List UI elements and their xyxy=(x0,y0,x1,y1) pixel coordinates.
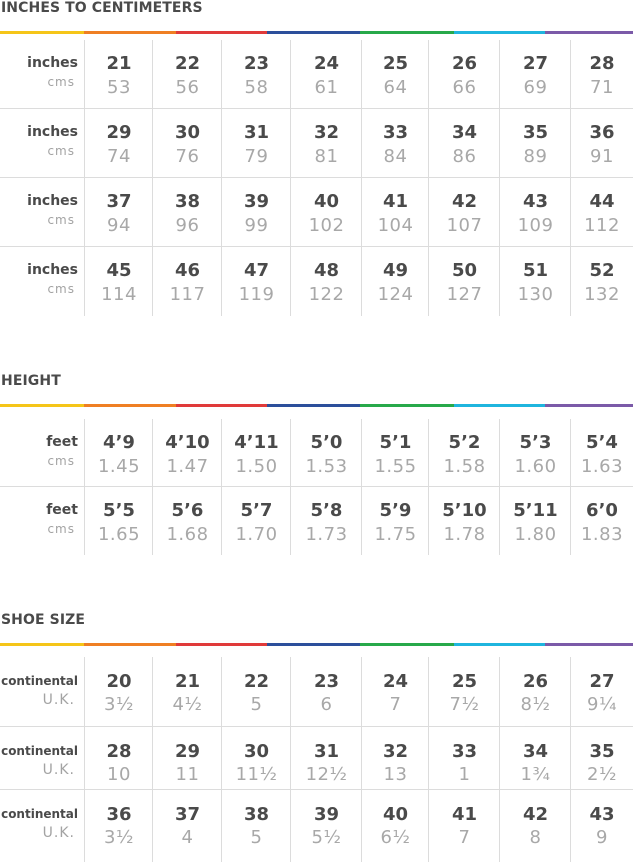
cell-value-secondary: 1.78 xyxy=(443,524,486,545)
rainbow-segment xyxy=(176,643,267,646)
cell-value-secondary: 1.83 xyxy=(580,524,624,545)
cell-value-primary: 50 xyxy=(451,260,478,281)
cell-value-primary: 5’8 xyxy=(310,500,343,521)
cell-value-secondary: 7½ xyxy=(449,694,480,715)
row-label-secondary: cms xyxy=(47,282,75,296)
cell-value-primary: 25 xyxy=(382,53,409,74)
cell-value-secondary: 107 xyxy=(446,215,483,236)
row-label-secondary: cms xyxy=(47,454,75,468)
cell-value-primary: 38 xyxy=(174,191,201,212)
cell-value-secondary: 94 xyxy=(107,215,131,236)
rainbow-segment xyxy=(84,31,175,34)
cell-value-primary: 5’3 xyxy=(519,432,552,453)
cell-value-primary: 31 xyxy=(313,741,340,762)
cell-value-primary: 44 xyxy=(589,191,615,212)
cell-value-secondary: 1.75 xyxy=(374,524,417,545)
cell-value-secondary: 58 xyxy=(244,77,269,98)
cell-value-secondary: 12½ xyxy=(305,764,348,785)
cell-value-primary: 40 xyxy=(382,804,409,825)
cell-value-primary: 40 xyxy=(313,191,340,212)
table-row xyxy=(0,109,633,178)
cell-value-primary: 49 xyxy=(382,260,409,281)
cell-value-secondary: 6½ xyxy=(380,827,411,848)
cell-value-secondary: 91 xyxy=(590,146,614,167)
cell-value-secondary: 130 xyxy=(517,284,554,305)
cell-value-primary: 5’11 xyxy=(513,500,558,521)
cell-value-secondary: 119 xyxy=(238,284,275,305)
cell-value-primary: 5’7 xyxy=(240,500,273,521)
cell-value-secondary: 56 xyxy=(175,77,200,98)
cell-value-secondary: 1.60 xyxy=(514,456,557,477)
cell-value-primary: 43 xyxy=(589,804,615,825)
cell-value-primary: 47 xyxy=(243,260,270,281)
row-label-secondary: U.K. xyxy=(42,692,75,708)
cell-value-primary: 35 xyxy=(589,741,615,762)
cell-value-primary: 5’1 xyxy=(379,432,412,453)
cell-value-secondary: 84 xyxy=(383,146,408,167)
cell-value-primary: 34 xyxy=(451,122,478,143)
cell-value-secondary: 74 xyxy=(107,146,131,167)
cell-value-primary: 6’0 xyxy=(586,500,618,521)
cell-value-secondary: 3½ xyxy=(104,827,134,848)
cell-value-secondary: 1.55 xyxy=(374,456,417,477)
cell-value-primary: 21 xyxy=(106,53,132,74)
cell-value-primary: 51 xyxy=(522,260,549,281)
cell-value-primary: 46 xyxy=(174,260,201,281)
cell-value-secondary: 69 xyxy=(523,77,548,98)
cell-value-primary: 29 xyxy=(174,741,201,762)
rainbow-segment xyxy=(176,404,267,407)
row-label-primary: inches xyxy=(27,124,78,140)
cell-value-secondary: 6 xyxy=(320,694,333,715)
rainbow-divider xyxy=(0,31,633,34)
row-label-primary: feet xyxy=(46,502,78,518)
cell-value-primary: 30 xyxy=(243,741,270,762)
rainbow-segment xyxy=(360,643,454,646)
cell-value-primary: 31 xyxy=(243,122,270,143)
cell-value-secondary: 13 xyxy=(383,764,408,785)
cell-value-primary: 5’0 xyxy=(310,432,343,453)
cell-value-primary: 5’5 xyxy=(103,500,135,521)
cell-value-primary: 42 xyxy=(451,191,478,212)
cell-value-primary: 32 xyxy=(382,741,409,762)
cell-value-secondary: 8½ xyxy=(520,694,551,715)
cell-value-primary: 43 xyxy=(522,191,549,212)
cell-value-secondary: 1.73 xyxy=(305,524,348,545)
cell-value-primary: 41 xyxy=(382,191,409,212)
cell-value-secondary: 1.63 xyxy=(580,456,624,477)
cell-value-primary: 37 xyxy=(106,191,132,212)
table-row xyxy=(0,419,633,487)
cell-value-secondary: 64 xyxy=(383,77,408,98)
cell-value-primary: 4’9 xyxy=(103,432,135,453)
cell-value-secondary: 81 xyxy=(314,146,339,167)
rainbow-segment xyxy=(0,643,84,646)
rainbow-segment xyxy=(545,31,633,34)
section-height xyxy=(0,373,633,389)
table-row xyxy=(0,790,633,862)
cell-value-primary: 36 xyxy=(589,122,615,143)
row-label-primary: continental xyxy=(1,807,78,821)
row-label-primary: inches xyxy=(27,193,78,209)
section-inches-to-centimeters xyxy=(0,0,633,16)
cell-value-secondary: 1.65 xyxy=(97,524,141,545)
cell-value-secondary: 104 xyxy=(377,215,414,236)
cell-value-secondary: 89 xyxy=(523,146,548,167)
cell-value-secondary: 8 xyxy=(529,827,542,848)
cell-value-primary: 39 xyxy=(243,191,270,212)
row-label-secondary: cms xyxy=(47,144,75,158)
cell-value-secondary: 86 xyxy=(452,146,477,167)
rainbow-segment xyxy=(267,31,359,34)
cell-value-primary: 4’10 xyxy=(165,432,210,453)
rainbow-segment xyxy=(84,643,175,646)
cell-value-primary: 26 xyxy=(522,671,549,692)
cell-value-secondary: 122 xyxy=(308,284,345,305)
cell-value-primary: 5’10 xyxy=(442,500,487,521)
row-label-primary: continental xyxy=(1,744,78,758)
cell-value-primary: 21 xyxy=(174,671,201,692)
cell-value-secondary: 9 xyxy=(596,827,608,848)
cell-value-secondary: 127 xyxy=(446,284,483,305)
cell-value-primary: 42 xyxy=(522,804,549,825)
cell-value-secondary: 53 xyxy=(107,77,131,98)
table-row xyxy=(0,487,633,555)
row-label-primary: feet xyxy=(46,434,78,450)
cell-value-primary: 25 xyxy=(451,671,478,692)
cell-value-secondary: 112 xyxy=(584,215,620,236)
row-label-secondary: cms xyxy=(47,75,75,89)
row-label-secondary: cms xyxy=(47,522,75,536)
section-shoe-size xyxy=(0,612,633,628)
rainbow-segment xyxy=(360,31,454,34)
cell-value-primary: 32 xyxy=(313,122,340,143)
cell-value-primary: 5’2 xyxy=(448,432,481,453)
cell-value-primary: 5’9 xyxy=(379,500,412,521)
rainbow-segment xyxy=(0,404,84,407)
cell-value-primary: 52 xyxy=(589,260,615,281)
cell-value-secondary: 1.50 xyxy=(235,456,278,477)
cell-value-secondary: 1¾ xyxy=(520,764,551,785)
cell-value-primary: 35 xyxy=(522,122,549,143)
cell-value-primary: 27 xyxy=(589,671,615,692)
cell-value-primary: 39 xyxy=(313,804,340,825)
rainbow-segment xyxy=(454,643,544,646)
cell-value-primary: 34 xyxy=(522,741,549,762)
rainbow-segment xyxy=(176,31,267,34)
cell-value-primary: 22 xyxy=(174,53,201,74)
rainbow-segment xyxy=(267,643,359,646)
row-label-secondary: U.K. xyxy=(42,762,75,778)
cell-value-secondary: 99 xyxy=(244,215,269,236)
section-title: INCHES TO CENTIMETERS xyxy=(1,0,203,16)
cell-value-secondary: 132 xyxy=(584,284,620,305)
cell-value-primary: 36 xyxy=(106,804,132,825)
table-row xyxy=(0,727,633,790)
cell-value-primary: 23 xyxy=(313,671,340,692)
cell-value-primary: 20 xyxy=(106,671,132,692)
cell-value-secondary: 1.68 xyxy=(166,524,209,545)
rainbow-segment xyxy=(454,31,544,34)
rainbow-segment xyxy=(454,404,544,407)
table-row xyxy=(0,40,633,109)
row-label-secondary: cms xyxy=(47,213,75,227)
cell-value-primary: 33 xyxy=(382,122,409,143)
cell-value-secondary: 1.80 xyxy=(514,524,557,545)
cell-value-primary: 22 xyxy=(243,671,270,692)
cell-value-secondary: 117 xyxy=(169,284,206,305)
cell-value-secondary: 4½ xyxy=(172,694,203,715)
cell-value-secondary: 102 xyxy=(308,215,345,236)
section-title: HEIGHT xyxy=(1,373,61,389)
cell-value-secondary: 11 xyxy=(175,764,200,785)
cell-value-secondary: 71 xyxy=(590,77,614,98)
cell-value-primary: 45 xyxy=(106,260,132,281)
cell-value-secondary: 114 xyxy=(101,284,137,305)
table-row xyxy=(0,178,633,247)
cell-value-secondary: 96 xyxy=(175,215,200,236)
cell-value-secondary: 7 xyxy=(389,694,402,715)
cell-value-primary: 24 xyxy=(313,53,340,74)
table-row xyxy=(0,247,633,316)
cell-value-primary: 5’6 xyxy=(171,500,204,521)
cell-value-secondary: 4 xyxy=(181,827,194,848)
cell-value-secondary: 66 xyxy=(452,77,477,98)
cell-value-secondary: 61 xyxy=(314,77,339,98)
cell-value-secondary: 2½ xyxy=(587,764,617,785)
rainbow-segment xyxy=(360,404,454,407)
cell-value-secondary: 1.53 xyxy=(305,456,348,477)
cell-value-secondary: 7 xyxy=(458,827,471,848)
cell-value-primary: 28 xyxy=(589,53,615,74)
cell-value-secondary: 5 xyxy=(250,827,263,848)
rainbow-segment xyxy=(84,404,175,407)
cell-value-secondary: 11½ xyxy=(235,764,278,785)
cell-value-primary: 24 xyxy=(382,671,409,692)
cell-value-secondary: 10 xyxy=(107,764,131,785)
cell-value-secondary: 1 xyxy=(458,764,471,785)
rainbow-divider xyxy=(0,404,633,407)
row-label-primary: continental xyxy=(1,674,78,688)
cell-value-secondary: 5½ xyxy=(311,827,342,848)
cell-value-primary: 48 xyxy=(313,260,340,281)
rainbow-segment xyxy=(545,643,633,646)
cell-value-primary: 27 xyxy=(522,53,549,74)
cell-value-primary: 4’11 xyxy=(234,432,279,453)
rainbow-divider xyxy=(0,643,633,646)
cell-value-primary: 23 xyxy=(243,53,270,74)
cell-value-primary: 26 xyxy=(451,53,478,74)
cell-value-secondary: 109 xyxy=(517,215,554,236)
rainbow-segment xyxy=(0,31,84,34)
cell-value-secondary: 79 xyxy=(244,146,269,167)
rainbow-segment xyxy=(545,404,633,407)
section-title: SHOE SIZE xyxy=(1,612,86,628)
cell-value-secondary: 1.58 xyxy=(443,456,486,477)
row-label-primary: inches xyxy=(27,262,78,278)
cell-value-secondary: 5 xyxy=(250,694,263,715)
cell-value-primary: 28 xyxy=(106,741,132,762)
cell-value-secondary: 9¼ xyxy=(587,694,617,715)
table-row xyxy=(0,657,633,727)
rainbow-segment xyxy=(267,404,359,407)
cell-value-secondary: 124 xyxy=(377,284,414,305)
row-label-primary: inches xyxy=(27,55,78,71)
cell-value-primary: 38 xyxy=(243,804,270,825)
cell-value-secondary: 1.70 xyxy=(235,524,278,545)
cell-value-secondary: 1.47 xyxy=(166,456,209,477)
cell-value-primary: 29 xyxy=(106,122,132,143)
cell-value-primary: 5’4 xyxy=(586,432,618,453)
cell-value-secondary: 1.45 xyxy=(97,456,141,477)
cell-value-primary: 33 xyxy=(451,741,478,762)
cell-value-primary: 37 xyxy=(174,804,201,825)
cell-value-primary: 41 xyxy=(451,804,478,825)
cell-value-secondary: 76 xyxy=(175,146,200,167)
cell-value-primary: 30 xyxy=(174,122,201,143)
row-label-secondary: U.K. xyxy=(42,825,75,841)
cell-value-secondary: 3½ xyxy=(104,694,134,715)
